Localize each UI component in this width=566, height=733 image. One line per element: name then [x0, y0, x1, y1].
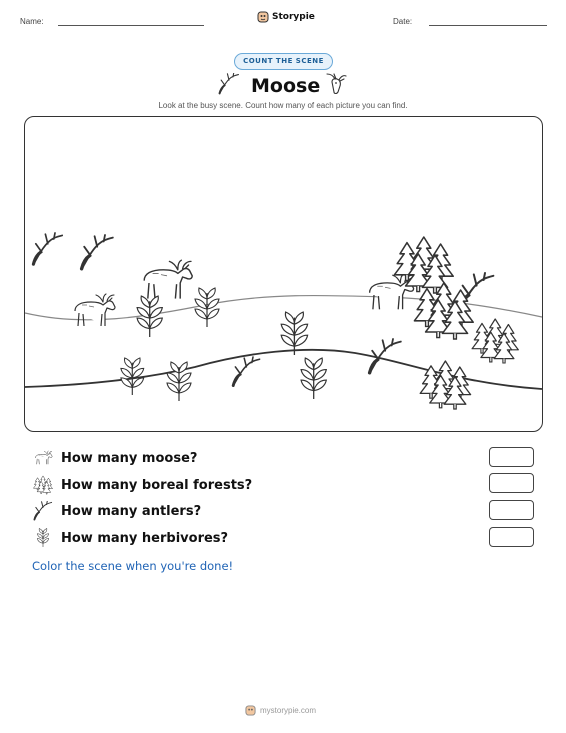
- scene-antler: [82, 235, 113, 269]
- question-text: How many boreal forests?: [61, 477, 253, 493]
- question-row: [33, 448, 197, 468]
- scene-forest: [414, 283, 473, 339]
- date-label: Date:: [393, 17, 413, 26]
- question-row: [33, 475, 252, 495]
- brand-logo: [257, 11, 315, 23]
- question-text: How many antlers?: [61, 503, 202, 519]
- question-row: [33, 528, 228, 548]
- color-note: Color the scene when you're done!: [32, 559, 234, 573]
- page-title: Moose: [251, 75, 321, 97]
- moose-icon: [33, 448, 53, 468]
- answer-box-herbivores[interactable]: [489, 527, 534, 547]
- footer-url[interactable]: mystorypie.com: [260, 706, 317, 715]
- scene-forest: [472, 319, 518, 363]
- scene-forest: [420, 361, 470, 409]
- storypie-logo-icon: [257, 11, 269, 23]
- brand-name: Storypie: [272, 12, 315, 22]
- count-the-scene-badge: COUNT THE SCENE: [234, 53, 333, 70]
- title-moose-head-icon: [324, 72, 348, 96]
- scene-antler: [233, 357, 259, 386]
- scene-plant: [195, 288, 219, 327]
- question-row: [33, 501, 201, 521]
- scene-plant: [301, 358, 326, 399]
- title-antler-icon: [218, 73, 240, 95]
- forest-icon: [33, 475, 53, 495]
- question-text: How many moose?: [61, 450, 198, 466]
- name-label: Name:: [20, 17, 44, 26]
- scene-moose: [75, 294, 115, 326]
- instructions-text: Look at the busy scene. Count how many of each picture you can find.: [158, 101, 408, 110]
- answer-box-moose[interactable]: [489, 447, 534, 467]
- storypie-footer-logo-icon: [245, 705, 256, 716]
- footer: [245, 705, 316, 716]
- busy-scene: [24, 116, 543, 432]
- scene-moose: [144, 260, 192, 298]
- scene-antler: [33, 233, 62, 264]
- antler-icon: [33, 501, 53, 521]
- answer-box-antlers[interactable]: [489, 500, 534, 520]
- scene-plant: [281, 312, 307, 355]
- scene-illustration: [25, 117, 542, 431]
- plant-icon: [33, 528, 53, 548]
- question-text: How many herbivores?: [61, 530, 229, 546]
- name-field[interactable]: [58, 25, 204, 26]
- answer-box-forests[interactable]: [489, 473, 534, 493]
- date-field[interactable]: [429, 25, 547, 26]
